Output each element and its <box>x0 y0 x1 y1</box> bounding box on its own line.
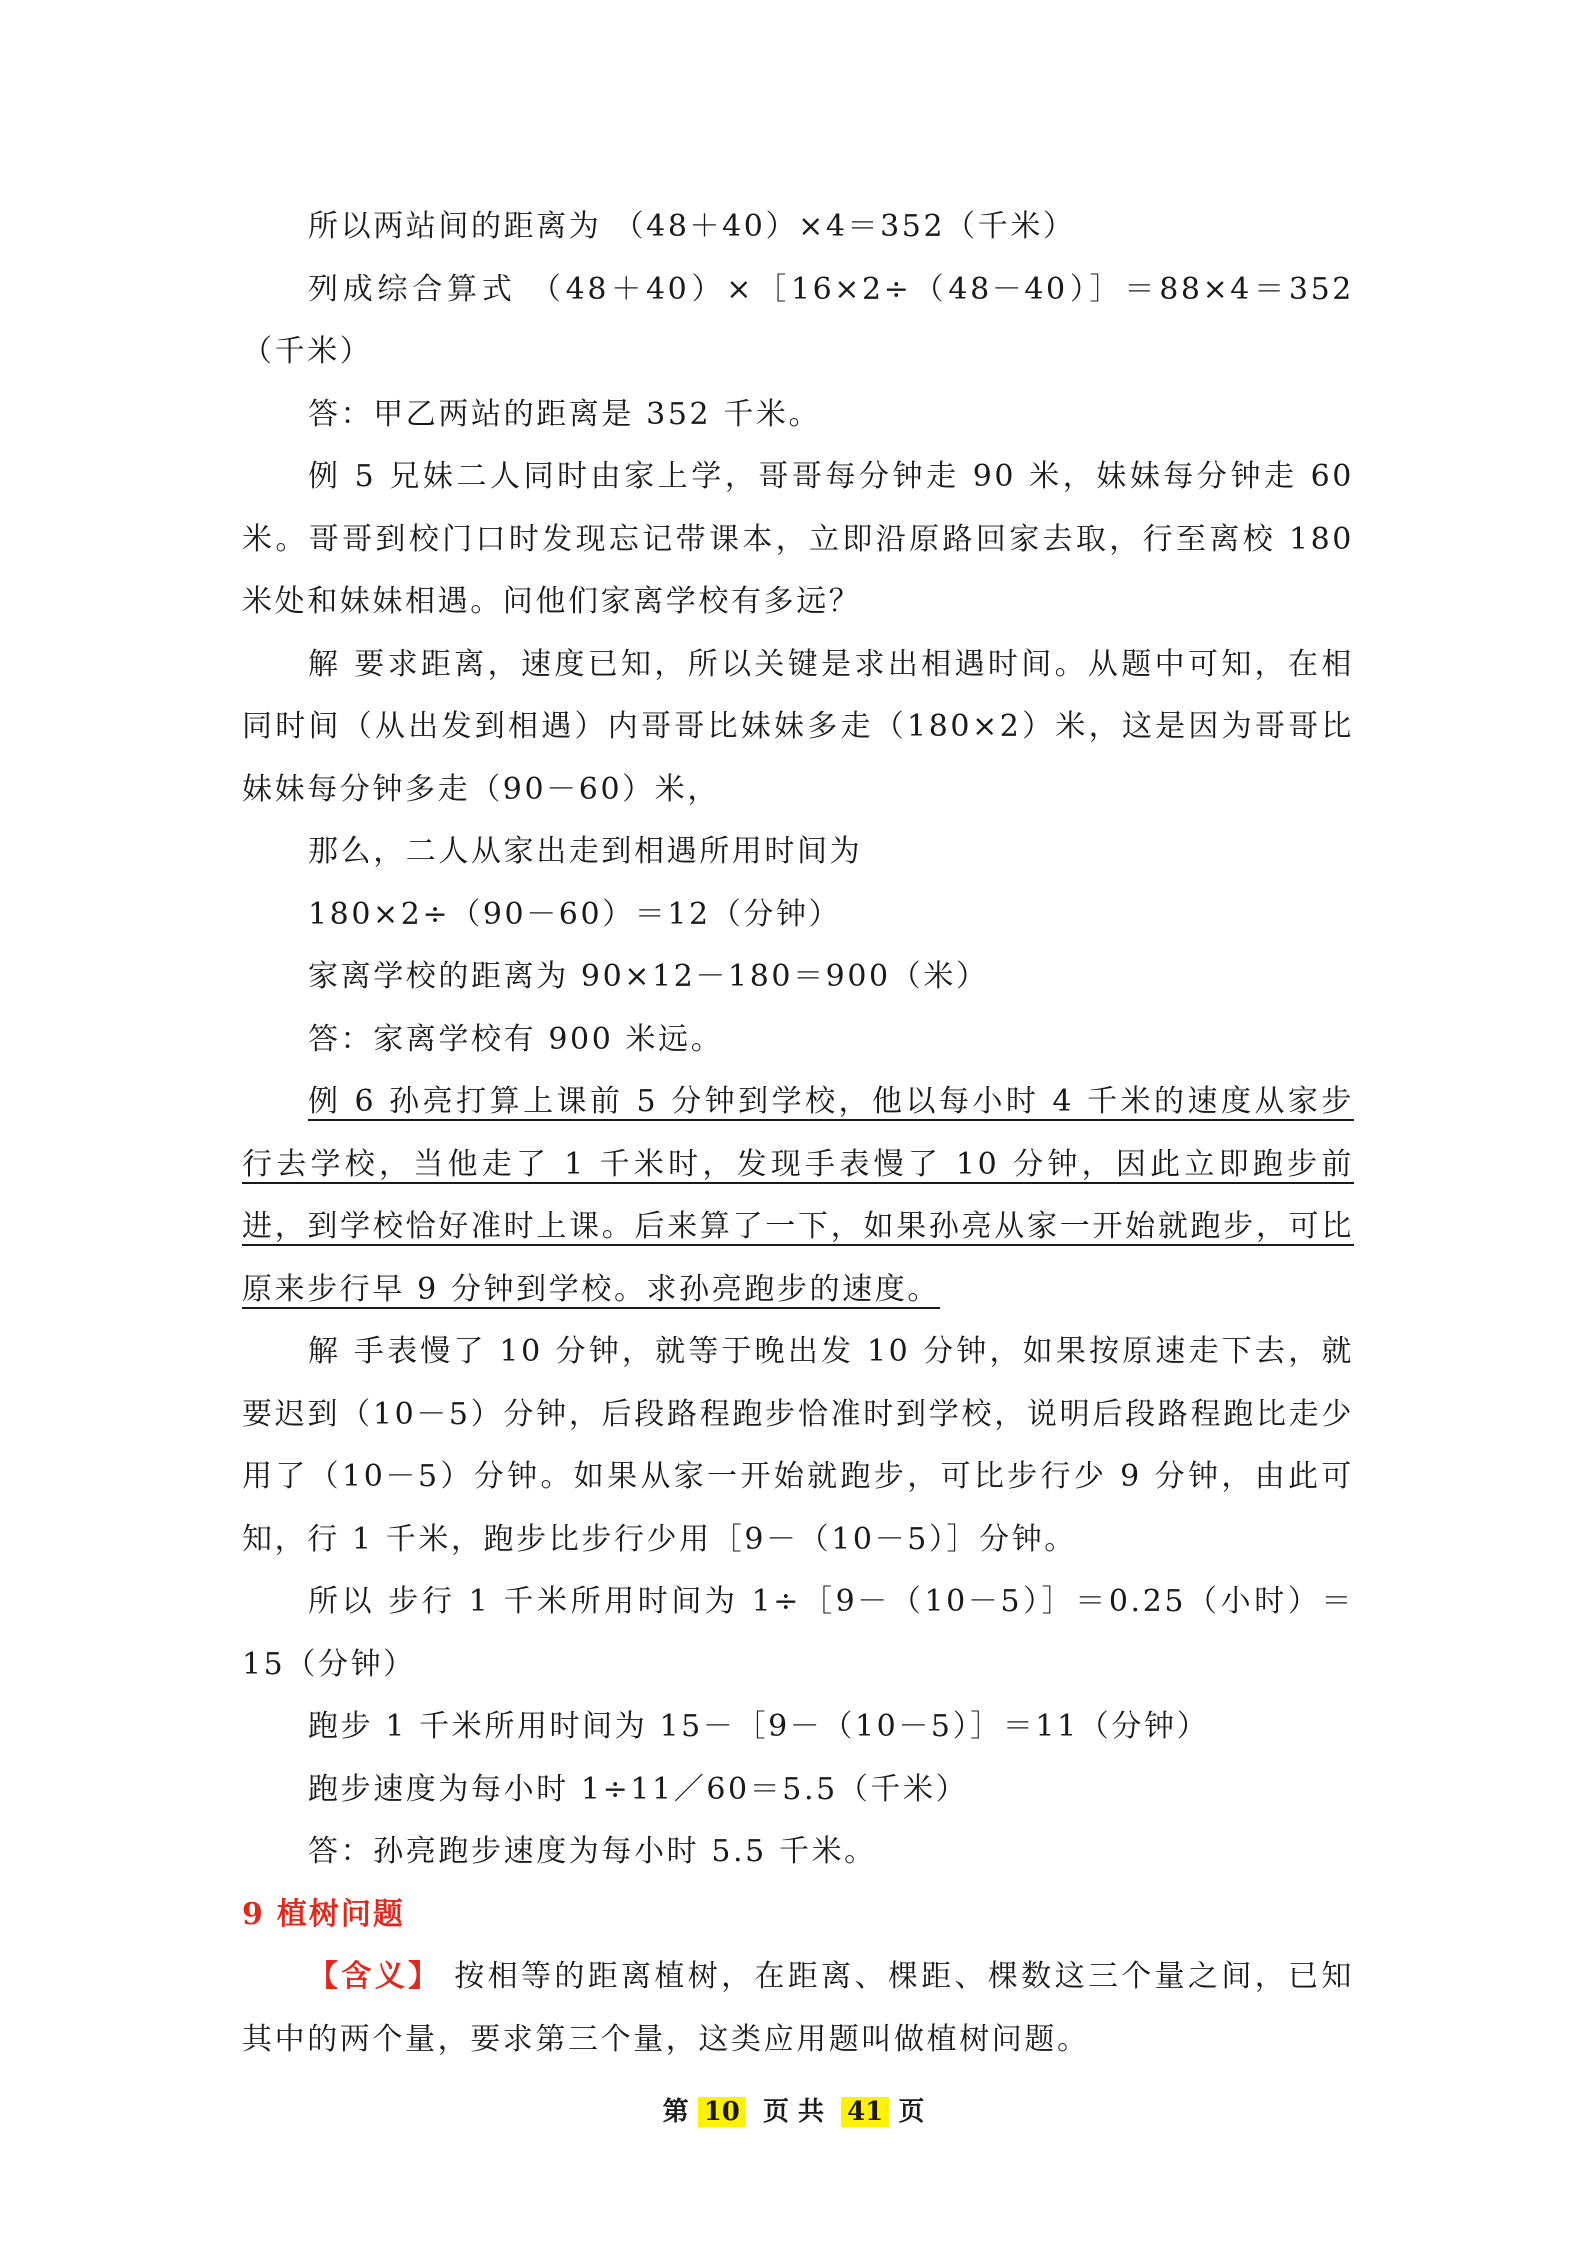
formula-line: 跑步 1 千米所用时间为 15－［9－（10－5）］＝11（分钟） <box>308 1709 1210 1744</box>
formula-line: 180×2÷（90－60）＝12（分钟） <box>308 896 842 932</box>
paragraph: 所以两站间的距离为 （48＋40）×4＝352（千米） <box>308 209 1076 244</box>
example-5-problem: 例 5 兄妹二人同时由家上学，哥哥每分钟走 90 米，妹妹每分钟走 60 米。哥哥到校门口时发现忘记带课本，立即沿原路回家去取，行至离校 180 米处和妹妹相遇。问他们家离学校有多远？ <box>242 459 1354 619</box>
example-6-solution: 解 手表慢了 10 分钟，就等于晚出发 10 分钟，如果按原速走下去，就要迟到（10－5）分钟，后段路程跑步恰准时到学校，说明后段路程跑比走少用了（10－5）分钟。如果从家一开始就跑步，可比步行少 9 分钟，由此可知，行 1 千米，跑步比步行少用［9－（10－5）］分钟。 <box>242 1334 1354 1557</box>
paragraph: 列成综合算式 （48＋40）×［16×2÷（48－40）］＝88×4＝352（千米） <box>242 271 1354 369</box>
section-number: 9 <box>242 1896 265 1932</box>
definition-paragraph <box>242 1946 1354 2071</box>
paragraph: 答：甲乙两站的距离是 352 千米。 <box>308 396 822 432</box>
paragraph: 那么，二人从家出走到相遇所用时间为 <box>308 834 863 869</box>
definition-tag: 【含义】 <box>308 1959 442 1994</box>
footer-middle: 页 共 <box>762 2097 825 2127</box>
footer-prefix: 第 <box>662 2097 689 2127</box>
section-heading <box>242 1884 1354 1947</box>
current-page-number: 10 <box>698 2097 746 2127</box>
footer-suffix: 页 <box>898 2097 925 2127</box>
formula-line: 跑步速度为每小时 1÷11／60＝5.5（千米） <box>308 1771 969 1807</box>
answer-line: 答：孙亮跑步速度为每小时 5.5 千米。 <box>308 1834 877 1869</box>
definition-text: 按相等的距离植树，在距离、棵距、棵数这三个量之间，已知其中的两个量，要求第三个量，这类应用题叫做植树问题。 <box>242 1959 1354 2057</box>
example-5-solution: 解 要求距离，速度已知，所以关键是求出相遇时间。从题中可知，在相同时间（从出发到相遇）内哥哥比妹妹多走（180×2）米，这是因为哥哥比妹妹每分钟多走（90－60）米， <box>242 646 1354 807</box>
total-pages-number: 41 <box>841 2097 889 2127</box>
page-footer <box>0 2091 1587 2128</box>
formula-line: 所以 步行 1 千米所用时间为 1÷［9－（10－5）］＝0.25（小时）＝15（分钟） <box>242 1584 1354 1682</box>
section-title: 植树问题 <box>276 1896 405 1932</box>
example-6-problem: 例 6 孙亮打算上课前 5 分钟到学校，他以每小时 4 千米的速度从家步行去学校，当他走了 1 千米时，发现手表慢了 10 分钟，因此立即跑步前进，到学校恰好准时上课。后来算了一下，如果孙亮从家一开始就跑步，可比原来步行早 9 分钟到学校。求孙亮跑步的速度。 <box>242 1084 1354 1307</box>
answer-line: 答：家离学校有 900 米远。 <box>308 1021 724 1057</box>
formula-line: 家离学校的距离为 90×12－180＝900（米） <box>308 959 989 994</box>
page-content <box>242 196 1354 2071</box>
